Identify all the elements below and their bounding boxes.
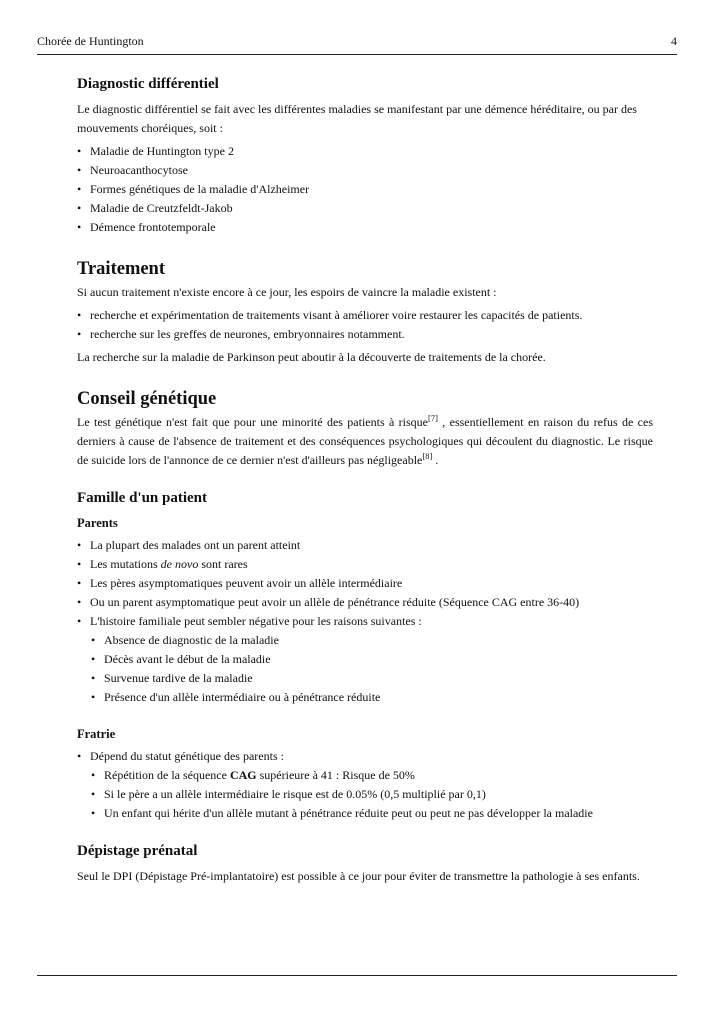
page-number: 4: [671, 34, 677, 48]
famille-heading: Famille d'un patient: [77, 490, 208, 506]
list-item: [77, 555, 653, 574]
conseil-text-3: .: [432, 453, 439, 467]
list-item-bold: CAG: [229, 768, 257, 782]
list-item-text: supérieure à 41 : Risque de 50%: [256, 768, 415, 782]
depistage-heading: Dépistage prénatal: [77, 843, 198, 859]
conseil-text-1: Le test génétique n'est fait que pour une minorité des patients à risque: [77, 415, 428, 429]
list-item: • Les pères asymptomatiques peuvent avoir un allèle intermédiaire: [77, 574, 653, 593]
conseil-heading: Conseil génétique: [77, 389, 217, 409]
list-item: • Neuroacanthocytose: [77, 161, 653, 180]
list-item-text: sont rares: [198, 557, 248, 571]
list-item: • recherche et expérimentation de traitements visant à améliorer voire restaurer les capacités de patients.: [77, 306, 653, 325]
list-item: • Démence frontotemporale: [77, 218, 653, 237]
sub-list-item: • Un enfant qui hérite d'un allèle mutant à pénétrance réduite peut ou peut ne pas développer la maladie: [91, 804, 653, 823]
running-header: [37, 34, 677, 48]
document-title: Chorée de Huntington: [37, 34, 144, 48]
list-item: • Ou un parent asymptomatique peut avoir un allèle de pénétrance réduite (Séquence CAG entre 36-40): [77, 593, 653, 612]
diagnostic-list: [77, 142, 653, 237]
traitement-heading: Traitement: [77, 259, 166, 279]
list-item: • Formes génétiques de la maladie d'Alzheimer: [77, 180, 653, 199]
list-item: • Dépend du statut génétique des parents :: [77, 747, 653, 766]
conseil-text-2: , essentiellement en raison du refus de ces derniers à cause de l'absence de traitement et des conséquences psychologiques qui découlent du diagnostic. Le risque de suicide lors de l'annonce de ce dernier n'est d'ailleurs pas négligeable: [77, 415, 654, 467]
parents-sublist: [77, 631, 653, 707]
traitement-intro: Si aucun traitement n'existe encore à ce jour, les espoirs de vaincre la maladie existent :: [77, 285, 497, 299]
parents-heading: Parents: [77, 516, 118, 530]
diagnostic-intro: Le diagnostic différentiel se fait avec les différentes maladies se manifestant par une démence héréditaire, ou par des mouvements choréiques, soit :: [77, 102, 637, 135]
citation-8[interactable]: [8]: [422, 451, 433, 461]
page-content: [77, 74, 653, 886]
sub-list-item: • Si le père a un allèle intermédiaire le risque est de 0.05% (0,5 multiplié par 0,1): [91, 785, 653, 804]
fratrie-heading: Fratrie: [77, 727, 116, 741]
list-item: • Maladie de Huntington type 2: [77, 142, 653, 161]
footer-rule: [37, 975, 677, 976]
traitement-outro: La recherche sur la maladie de Parkinson peut aboutir à la découverte de traitements de la chorée.: [77, 350, 546, 364]
list-item: • Maladie de Creutzfeldt-Jakob: [77, 199, 653, 218]
depistage-text: Seul le DPI (Dépistage Pré-implantatoire) est possible à ce jour pour éviter de transmettre la pathologie à ses enfants.: [77, 869, 640, 883]
sub-list-item: • Présence d'un allèle intermédiaire ou à pénétrance réduite: [91, 688, 653, 707]
list-item-italic: de novo: [160, 557, 199, 571]
header-rule: [37, 54, 677, 55]
fratrie-list: [77, 747, 653, 766]
list-item: • L'histoire familiale peut sembler négative pour les raisons suivantes :: [77, 612, 653, 631]
list-item-text: Répétition de la séquence: [104, 768, 230, 782]
fratrie-sublist: [77, 766, 653, 823]
parents-list: [77, 536, 653, 631]
traitement-list: [77, 306, 653, 344]
sub-list-item: • Décès avant le début de la maladie: [91, 650, 653, 669]
diagnostic-heading: Diagnostic différentiel: [77, 76, 219, 92]
sub-list-item: • Absence de diagnostic de la maladie: [91, 631, 653, 650]
sub-list-item: • Survenue tardive de la maladie: [91, 669, 653, 688]
conseil-paragraph: [77, 413, 653, 470]
list-item-text: Les mutations: [90, 557, 161, 571]
list-item: • recherche sur les greffes de neurones, embryonnaires notamment.: [77, 325, 653, 344]
citation-7[interactable]: [7]: [427, 413, 438, 423]
sub-list-item: [91, 766, 653, 785]
list-item: • La plupart des malades ont un parent atteint: [77, 536, 653, 555]
